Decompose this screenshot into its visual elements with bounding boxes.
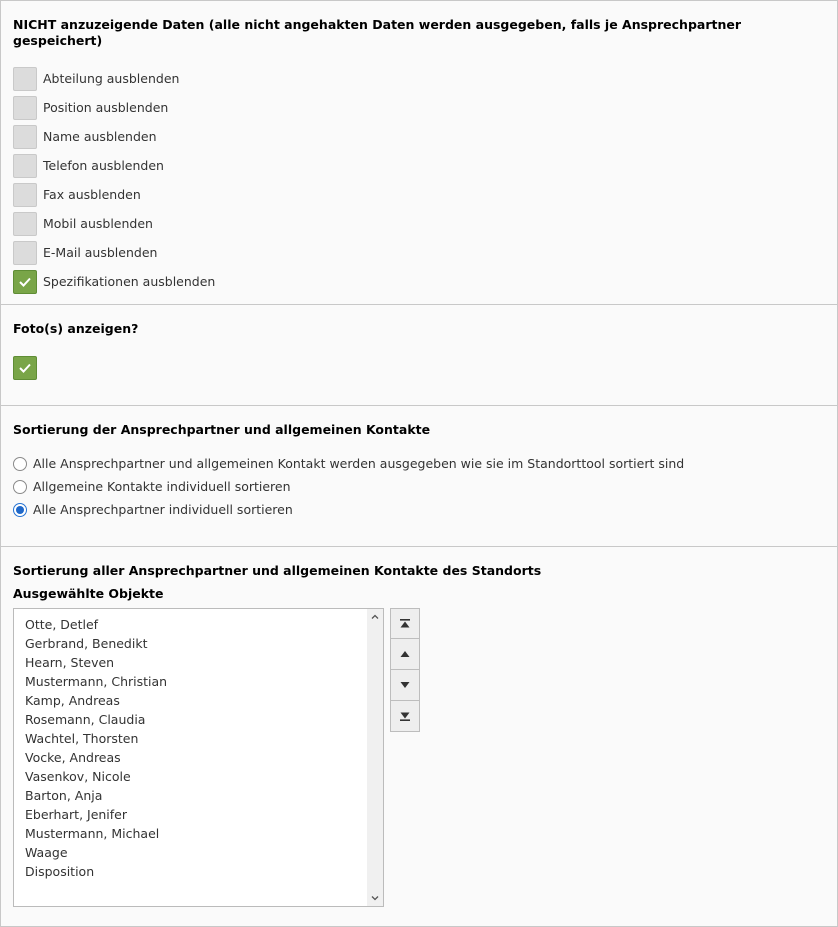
move-down-icon <box>399 679 411 691</box>
checkbox-spezifikationen[interactable] <box>13 270 37 294</box>
list-item[interactable]: Disposition <box>25 864 95 879</box>
checkbox-label: Position ausblenden <box>43 100 169 115</box>
checkbox-label: Mobil ausblenden <box>43 216 153 231</box>
checkbox-row-position[interactable] <box>13 93 825 122</box>
checkbox-row-spezifikationen[interactable] <box>13 267 825 296</box>
list-item[interactable]: Hearn, Steven <box>25 655 115 670</box>
list-item[interactable]: Waage <box>25 845 68 860</box>
checkbox-label: E-Mail ausblenden <box>43 245 158 260</box>
checkbox-label: Spezifikationen ausblenden <box>43 274 216 289</box>
hidden-fields-section <box>1 1 837 305</box>
checkbox-mobil[interactable] <box>13 212 37 236</box>
radio-row-tool-order[interactable] <box>13 452 825 475</box>
move-buttons <box>390 608 420 907</box>
radio-row-all-individual[interactable] <box>13 498 825 521</box>
checkbox-row-name[interactable] <box>13 122 825 151</box>
checkbox-fax[interactable] <box>13 183 37 207</box>
selected-objects-listbox[interactable] <box>13 608 384 907</box>
checkbox-row-abteilung[interactable] <box>13 64 825 93</box>
checkbox-position[interactable] <box>13 96 37 120</box>
move-to-top-icon <box>399 618 411 630</box>
radio-general-contacts[interactable] <box>13 480 27 494</box>
checkbox-row-mobil[interactable] <box>13 209 825 238</box>
sorting-section <box>1 406 837 547</box>
list-item[interactable]: Vasenkov, Nicole <box>25 769 131 784</box>
radio-label: Alle Ansprechpartner individuell sortieren <box>33 502 293 517</box>
move-up-icon <box>399 648 411 660</box>
checkmark-icon <box>19 277 31 287</box>
move-up-button[interactable] <box>390 639 420 670</box>
photos-section <box>1 305 837 406</box>
hidden-fields-title: NICHT anzuzeigende Daten (alle nicht angehakten Daten werden ausgegeben, falls je Ansprechpartner gespeichert) <box>13 17 742 48</box>
checkbox-label: Fax ausblenden <box>43 187 141 202</box>
move-to-top-button[interactable] <box>390 608 420 639</box>
move-to-bottom-button[interactable] <box>390 701 420 732</box>
checkbox-abteilung[interactable] <box>13 67 37 91</box>
sorting-title: Sortierung der Ansprechpartner und allgemeinen Kontakte <box>13 422 431 437</box>
checkbox-row-email[interactable] <box>13 238 825 267</box>
checkbox-show-photos[interactable] <box>13 356 37 380</box>
listbox-scrollbar[interactable] <box>367 609 383 906</box>
checkbox-label: Abteilung ausblenden <box>43 71 180 86</box>
list-item[interactable]: Mustermann, Christian <box>25 674 168 689</box>
move-to-bottom-icon <box>399 710 411 722</box>
scroll-up-icon <box>370 612 380 622</box>
radio-tool-order[interactable] <box>13 457 27 471</box>
radio-all-individual[interactable] <box>13 503 27 517</box>
checkbox-label: Name ausblenden <box>43 129 157 144</box>
checkbox-row-fax[interactable] <box>13 180 825 209</box>
order-section <box>1 547 837 925</box>
photos-title: Foto(s) anzeigen? <box>13 321 139 336</box>
radio-label: Allgemeine Kontakte individuell sortieren <box>33 479 291 494</box>
checkbox-row-telefon[interactable] <box>13 151 825 180</box>
checkmark-icon <box>19 363 31 373</box>
scroll-down-icon <box>370 893 380 903</box>
list-item[interactable]: Rosemann, Claudia <box>25 712 146 727</box>
checkbox-label: Telefon ausblenden <box>43 158 164 173</box>
radio-label: Alle Ansprechpartner und allgemeinen Kontakt werden ausgegeben wie sie im Standorttool sortiert sind <box>33 456 685 471</box>
selected-objects-label: Ausgewählte Objekte <box>13 586 164 601</box>
hidden-fields-list <box>13 64 825 296</box>
order-title: Sortierung aller Ansprechpartner und allgemeinen Kontakte des Standorts <box>13 563 542 578</box>
list-item[interactable]: Eberhart, Jenifer <box>25 807 128 822</box>
list-item[interactable]: Wachtel, Thorsten <box>25 731 139 746</box>
radio-row-general-contacts[interactable] <box>13 475 825 498</box>
list-item[interactable]: Mustermann, Michael <box>25 826 160 841</box>
checkbox-name[interactable] <box>13 125 37 149</box>
list-item[interactable]: Vocke, Andreas <box>25 750 121 765</box>
list-item[interactable]: Barton, Anja <box>25 788 103 803</box>
checkbox-email[interactable] <box>13 241 37 265</box>
move-down-button[interactable] <box>390 670 420 701</box>
list-item[interactable]: Kamp, Andreas <box>25 693 120 708</box>
list-item[interactable]: Gerbrand, Benedikt <box>25 636 148 651</box>
checkbox-telefon[interactable] <box>13 154 37 178</box>
list-item[interactable]: Otte, Detlef <box>25 617 99 632</box>
sorting-radio-group <box>13 452 825 521</box>
